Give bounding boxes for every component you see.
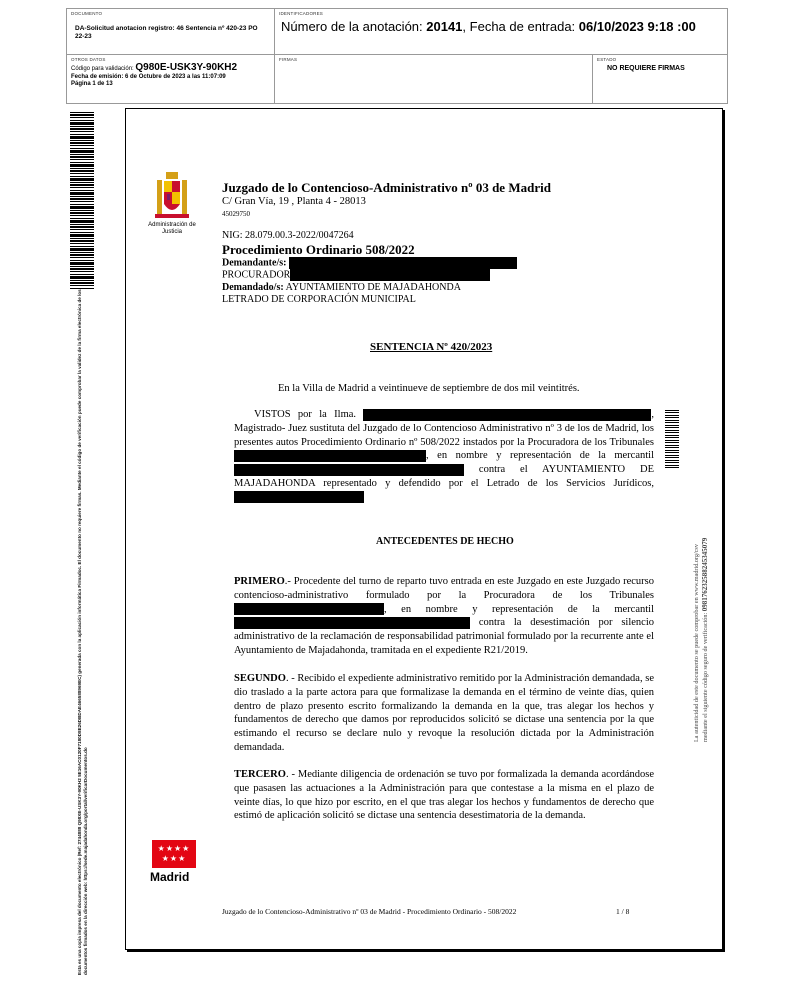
anotacion-prefix: Número de la anotación: xyxy=(281,19,427,34)
csv-verification-text xyxy=(693,482,710,742)
validation-block xyxy=(71,64,271,89)
estado-value: NO REQUIERE FIRMAS xyxy=(607,65,685,72)
primero-text-2: , en nombre y representación de la mercantil xyxy=(384,603,654,615)
demandado-value: AYUNTAMIENTO DE MAJADAHONDA xyxy=(285,281,461,293)
firmas-label: FIRMAS xyxy=(279,57,298,62)
documento-value: DA-Solicitud anotacion registro: 46 Sentencia nº 420-23 PO 22-23 xyxy=(75,25,258,40)
identificadores-label: IDENTIFICADORES xyxy=(279,11,324,16)
otros-datos-cell xyxy=(67,55,275,103)
letrado-line: LETRADO DE CORPORACIÓN MUNICIPAL xyxy=(222,293,416,305)
estado-cell xyxy=(593,55,727,103)
redaction-bar xyxy=(289,257,517,269)
fecha-value: 06/10/2023 9:18 :00 xyxy=(578,19,696,34)
madrid-wordmark: Madrid xyxy=(150,870,190,884)
fecha-prefix: , Fecha de entrada: xyxy=(462,19,579,34)
segundo-text: . - Recibido el expediente administrativo remitido por la Administración demandada, se dio traslado a la parte actora para que formalizase la demanda en el término de veinte días, quien dentro de plazo presento escrito formalizando la demanda en la que, tras alegar los hechos y fundamentos de derecho que damos por reproducidos solicitó se dictase una sentencia por la que estimando el recurso se declare nulo y revoque la resolución dictada por la Administración demandada. xyxy=(234,673,654,753)
redaction-bar xyxy=(234,464,464,476)
csv-line-1: La autenticidad de este documento se puede comprobar en www.madrid.org/csv xyxy=(693,544,700,742)
primero-text-3: contra la desestimación por silencio administrativo de la reclamación de responsabilidad patrimonial formulado por la recurrente ante el Ayuntamiento de Majadahonda, tramitada en el expediente R21/2019. xyxy=(234,617,655,656)
antecedentes-title: ANTECEDENTES DE HECHO xyxy=(376,536,514,547)
vistos-text-2: Magistrado- Juez sustituta del Juzgado de lo Contencioso Administrativo nº 3 de los de Madrid, los presentes autos Procedimiento Ordinario nº 508/2022 instados por la Procuradora de los Tribunales xyxy=(234,422,654,448)
redaction-bar xyxy=(234,450,426,462)
redaction-bar xyxy=(234,603,384,615)
page-count: Página 1 de 13 xyxy=(71,81,113,87)
court-address: C/ Gran Vía, 19 , Planta 4 - 28013 xyxy=(222,196,366,207)
csv-line-2: mediante el siguiente código seguro de verificación: xyxy=(702,611,709,742)
otros-label: OTROS DATOS xyxy=(71,57,106,62)
documento-label: DOCUMENTO xyxy=(71,11,103,16)
redaction-bar xyxy=(363,409,651,421)
demandante-label: Demandante/s: xyxy=(222,257,287,269)
identificadores-cell xyxy=(275,9,727,55)
primero-paragraph xyxy=(234,575,654,658)
validation-code: Q980E-USK3Y-90KH2 xyxy=(135,62,238,73)
anotacion-number: 20141 xyxy=(426,19,463,34)
tercero-label: TERCERO xyxy=(234,769,286,780)
vistos-text-1: VISTOS por la Ilma. xyxy=(254,409,357,420)
documento-cell xyxy=(67,9,275,55)
verification-side-text: Esta es una copia impresa del documento electrónico (Ref: 2744888 Q98XE-USK3Y-90KH2 5E16AC0120F7180D8E26DBDAE466588969EC) generada con la aplicación informática Firmadoc. El documento no requiere firmas. Mediante el código de verificación puede comprobar la validez de la firma electrónica de los documentos firmados en la dirección web: https://sede.majadahonda.org/portal/verificarDocumentos.do xyxy=(77,289,88,975)
court-heading xyxy=(222,180,662,220)
anotacion-line xyxy=(281,19,721,34)
segundo-paragraph xyxy=(234,672,654,755)
page-footer: Juzgado de lo Contencioso-Administrativo nº 03 de Madrid - Procedimiento Ordinario - 508/2022 xyxy=(222,907,517,916)
tercero-paragraph xyxy=(234,768,654,823)
redaction-bar xyxy=(234,617,470,629)
sentencia-title: SENTENCIA Nº 420/2023 xyxy=(370,341,493,353)
madrid-logo xyxy=(152,840,196,868)
admin-justicia-label: Administración de Justicia xyxy=(148,222,196,235)
firmas-cell xyxy=(275,55,593,103)
primero-label: PRIMERO xyxy=(234,576,285,587)
procurador-label: PROCURADOR xyxy=(222,269,291,281)
vistos-paragraph: VISTOS por la Ilma. , Magistrado- Juez sustituta del Juzgado de lo Contencioso Administrativo nº 3 de los de Madrid, los presentes autos Procedimiento Ordinario nº 508/2022 instados por la Procuradora de los Tribunales , en nombre y representación de la mercantil contra el AYUNTAMIENTO DE MAJADAHONDA representado y defendido por el Letrado de los Servicios Jurídicos, xyxy=(234,408,654,505)
emision-date: Fecha de emisión: 6 de Octubre de 2023 a las 11:07:09 xyxy=(71,73,226,80)
barcode-image xyxy=(70,112,94,290)
redaction-bar xyxy=(290,269,490,281)
court-name: Juzgado de lo Contencioso-Administrativo nº 03 de Madrid xyxy=(222,180,551,195)
estado-label: ESTADO xyxy=(597,57,617,62)
csv-barcode-image xyxy=(665,410,679,470)
demandado-label: Demandado/s: xyxy=(222,281,284,293)
csv-code: 0981762325882453450​79 xyxy=(701,537,709,612)
court-code: 45029750 xyxy=(222,210,250,218)
primero-text-1: .- Procedente del turno de reparto tuvo entrada en este Juzgado en este Juzgado recurso contencioso-administrativo formulado por la Procuradora de los Tribunales xyxy=(234,576,654,601)
tercero-text: . - Mediante diligencia de ordenación se tuvo por formalizada la demanda acordándose que pasasen las actuaciones a la Administración para que contestase a la misma en el plazo de veinte días, lo que hizo por escrito, en el que tras alegar los hechos y fundamentos de derecho que estimó de aplicación solicitó se dictase una sentencia desestimatoria de la demanda. xyxy=(234,769,654,822)
segundo-label: SEGUNDO xyxy=(234,673,286,684)
villa-date-line: En la Villa de Madrid a veintinueve de septiembre de dos mil veintitrés. xyxy=(278,383,580,394)
redaction-bar xyxy=(234,491,364,503)
case-info xyxy=(222,230,662,306)
vistos-text-4: contra el AYUNTAMIENTO DE MAJADAHONDA representado y defendido por el Letrado de los Servicios Jurídicos, xyxy=(234,464,655,489)
procedimiento-title: Procedimiento Ordinario 508/2022 xyxy=(222,242,415,257)
codigo-prefix: Código para validación: xyxy=(71,66,136,72)
coat-of-arms-icon xyxy=(155,172,189,222)
vistos-text-3: , en nombre y representación de la mercantil xyxy=(426,450,654,462)
document-header xyxy=(66,8,728,104)
nig-number: NIG: 28.079.00.3-2022/0047264 xyxy=(222,230,354,241)
page-number: 1 / 8 xyxy=(616,907,630,916)
madrid-stars-icon: ★★★★ ★★★ xyxy=(157,844,191,863)
